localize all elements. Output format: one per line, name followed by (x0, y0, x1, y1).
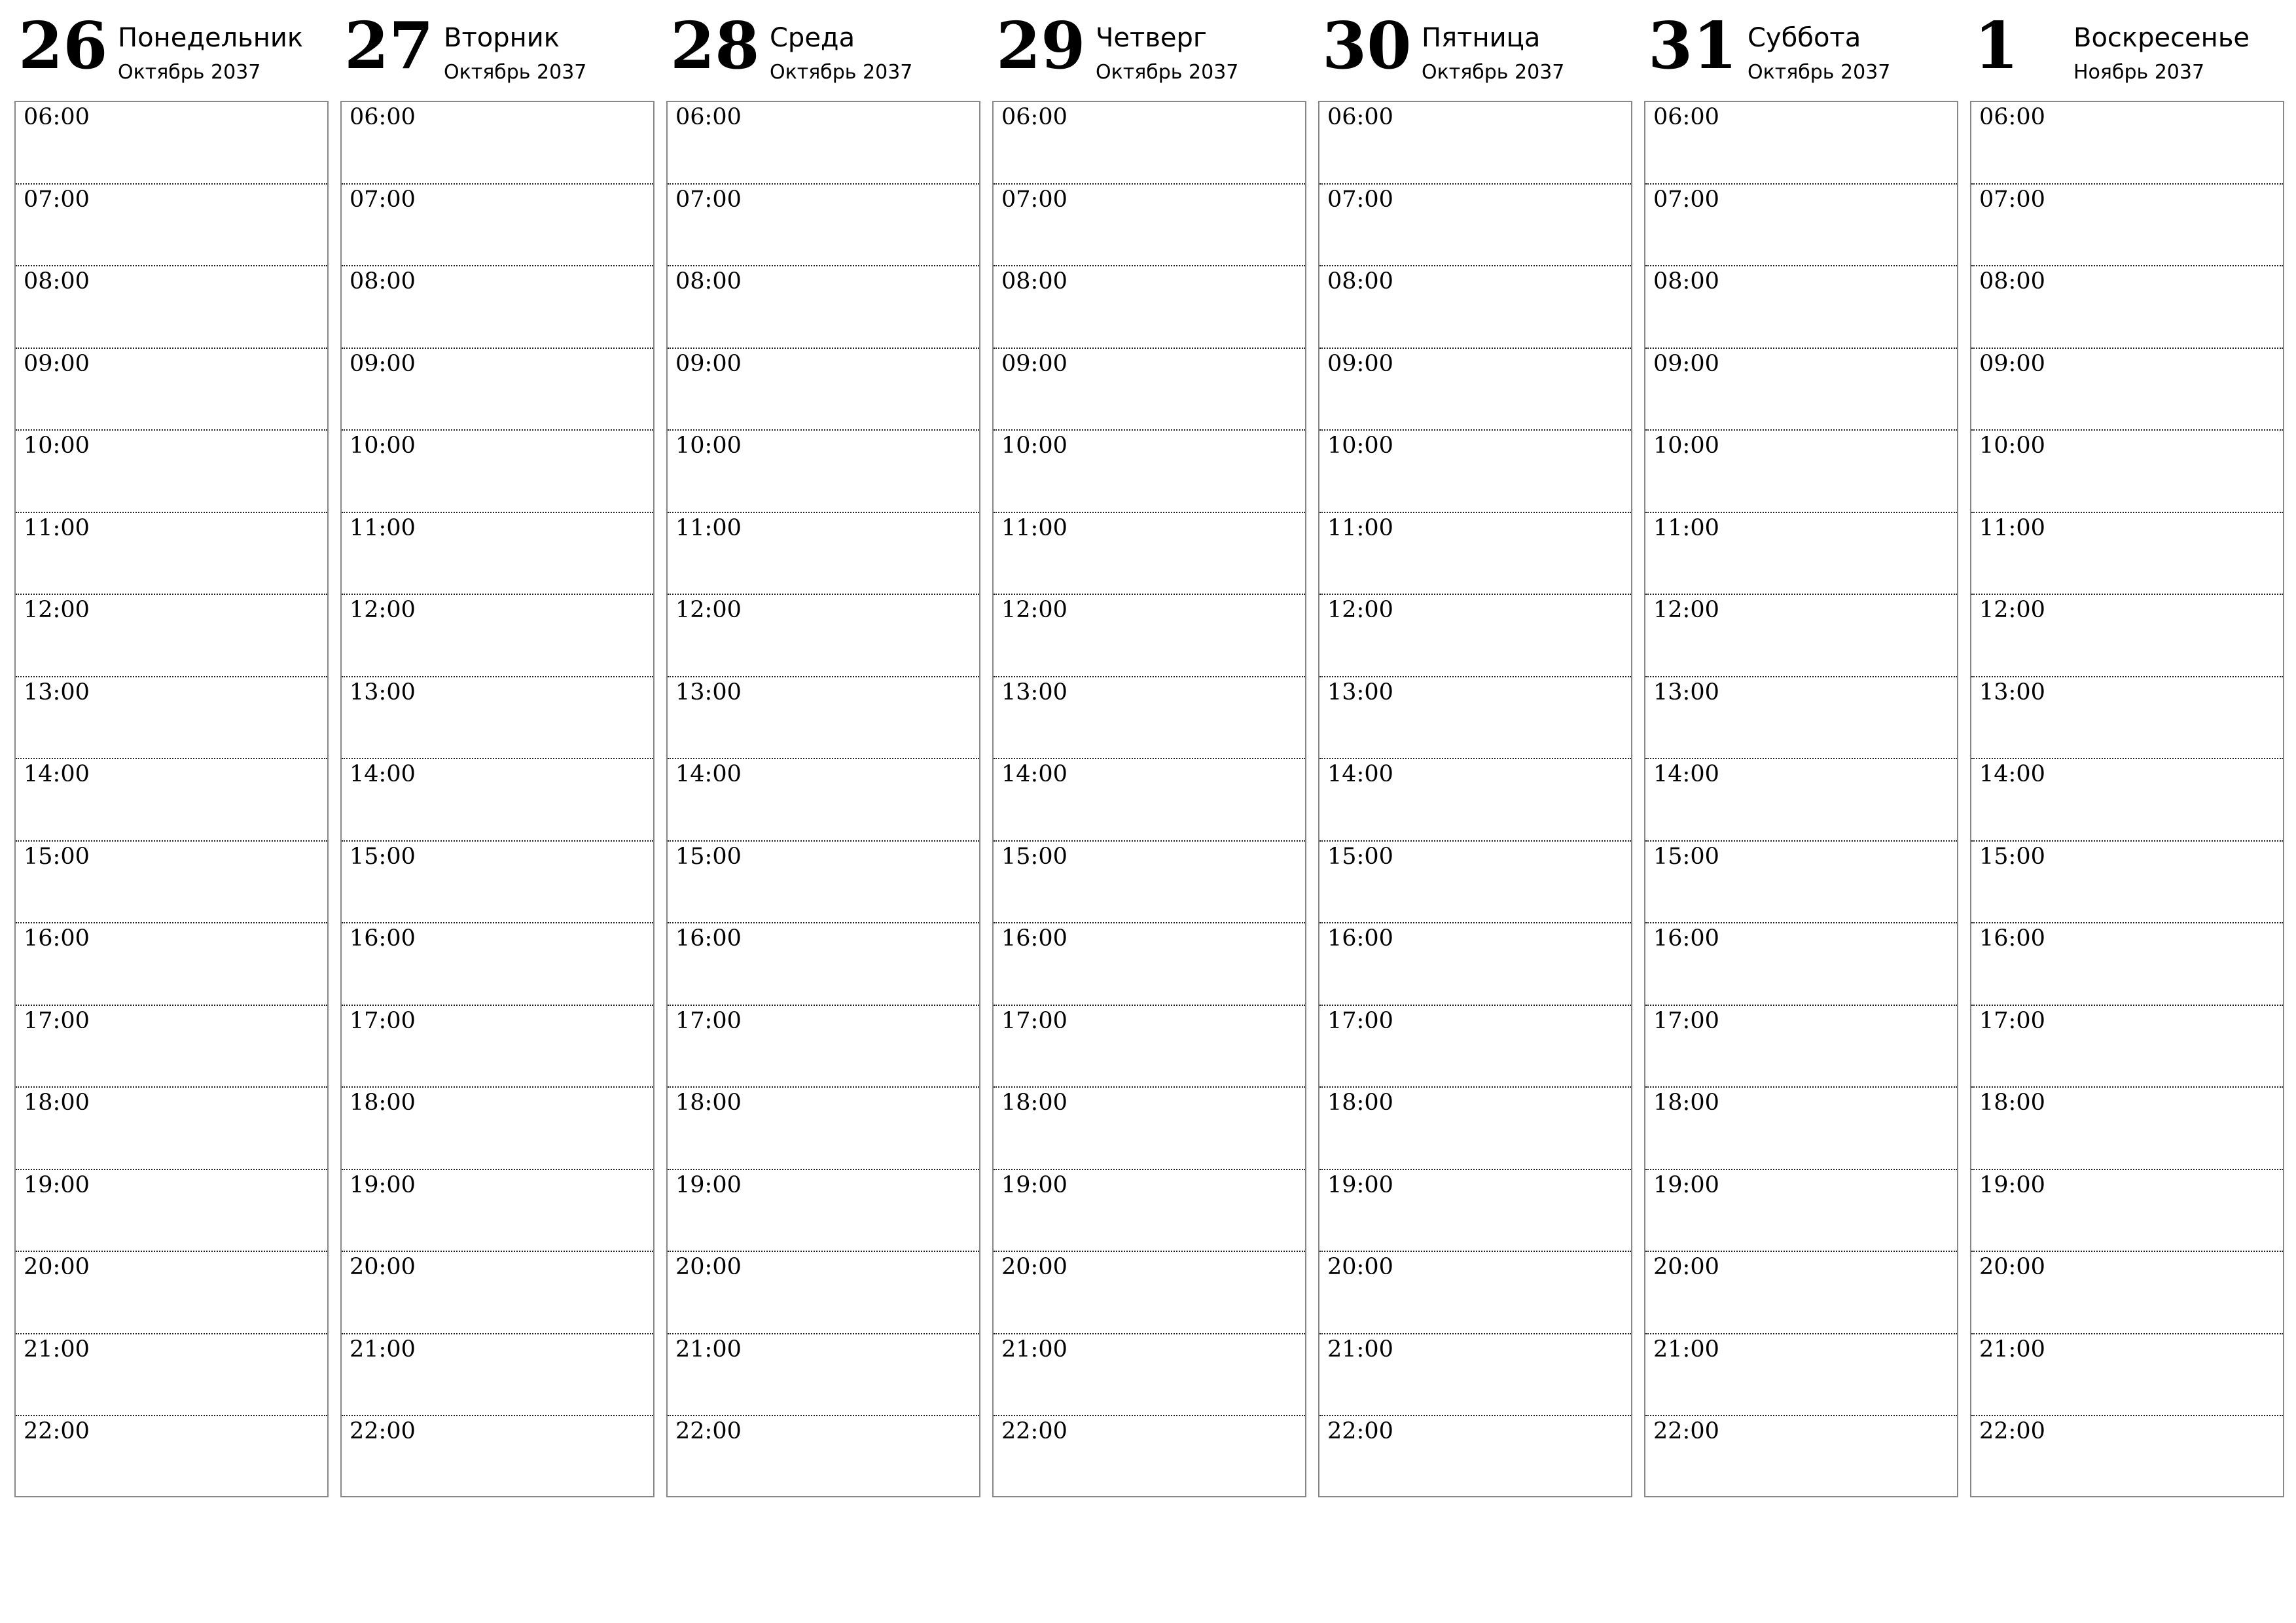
hour-label: 06:00 (350, 104, 416, 130)
month-year: Октябрь 2037 (444, 61, 587, 84)
hour-label: 15:00 (1001, 843, 1067, 870)
hour-slot[interactable] (1971, 1170, 2283, 1253)
hour-slot[interactable] (668, 349, 979, 431)
hour-label: 13:00 (1979, 679, 2045, 705)
hour-slot[interactable] (1319, 431, 1631, 513)
hour-label: 11:00 (1327, 514, 1393, 541)
day-number: 28 (670, 9, 760, 84)
hour-label: 09:00 (1979, 350, 2045, 377)
hour-label: 19:00 (1001, 1171, 1067, 1198)
hour-slot[interactable] (1645, 595, 1957, 677)
hour-label: 17:00 (1001, 1007, 1067, 1034)
hour-slot[interactable] (1319, 266, 1631, 349)
hour-slot[interactable] (342, 923, 653, 1006)
day-header (340, 0, 655, 98)
hour-slot[interactable] (1971, 842, 2283, 924)
hour-slot[interactable] (994, 1252, 1305, 1334)
hour-slot[interactable] (1319, 759, 1631, 842)
hour-slot[interactable] (16, 1416, 327, 1497)
hour-label: 09:00 (1001, 350, 1067, 377)
hour-slot[interactable] (16, 1088, 327, 1170)
hour-slot[interactable] (16, 1170, 327, 1253)
hour-slot[interactable] (994, 1416, 1305, 1497)
hour-slot[interactable] (1319, 102, 1631, 185)
hour-slot[interactable] (1645, 266, 1957, 349)
hour-slot[interactable] (1971, 513, 2283, 596)
month-year: Октябрь 2037 (1096, 61, 1239, 84)
hour-slot[interactable] (1319, 842, 1631, 924)
hour-label: 06:00 (1653, 104, 1719, 130)
hour-label: 22:00 (1653, 1418, 1719, 1444)
hour-label: 18:00 (1979, 1090, 2045, 1116)
hour-label: 14:00 (24, 761, 90, 787)
hour-label: 09:00 (1327, 350, 1393, 377)
hour-slot[interactable] (1319, 677, 1631, 760)
hour-slot[interactable] (668, 185, 979, 267)
hour-slot[interactable] (342, 595, 653, 677)
hour-slot[interactable] (342, 759, 653, 842)
hour-label: 14:00 (1653, 761, 1719, 787)
hour-label: 18:00 (24, 1090, 90, 1116)
hour-slot[interactable] (994, 102, 1305, 185)
hour-slot[interactable] (342, 513, 653, 596)
hour-label: 18:00 (1653, 1090, 1719, 1116)
hour-slot[interactable] (1971, 266, 2283, 349)
hour-label: 21:00 (1327, 1336, 1393, 1363)
hour-slot[interactable] (1319, 1170, 1631, 1253)
hour-label: 10:00 (1979, 433, 2045, 459)
hour-label: 08:00 (24, 268, 90, 294)
hour-label: 11:00 (350, 514, 416, 541)
hour-label: 17:00 (24, 1007, 90, 1034)
hour-label: 19:00 (1979, 1171, 2045, 1198)
hour-label: 10:00 (1653, 433, 1719, 459)
hour-label: 09:00 (675, 350, 742, 377)
hours-box (666, 101, 980, 1497)
hour-label: 20:00 (1001, 1254, 1067, 1280)
hour-label: 16:00 (1979, 925, 2045, 952)
hour-label: 14:00 (675, 761, 742, 787)
hour-label: 10:00 (675, 433, 742, 459)
hour-slot[interactable] (668, 1416, 979, 1497)
hour-slot[interactable] (668, 102, 979, 185)
hour-slot[interactable] (1971, 431, 2283, 513)
hour-slot[interactable] (1971, 102, 2283, 185)
hour-slot[interactable] (994, 1170, 1305, 1253)
hour-slot[interactable] (1319, 513, 1631, 596)
hour-slot[interactable] (16, 431, 327, 513)
hour-label: 12:00 (1327, 597, 1393, 623)
hour-label: 06:00 (675, 104, 742, 130)
hour-label: 13:00 (350, 679, 416, 705)
hour-slot[interactable] (1971, 185, 2283, 267)
hour-label: 12:00 (675, 597, 742, 623)
hour-label: 08:00 (350, 268, 416, 294)
hour-label: 19:00 (675, 1171, 742, 1198)
weekday-name: Воскресенье (2073, 23, 2250, 53)
day-header (666, 0, 980, 98)
hour-label: 16:00 (1001, 925, 1067, 952)
hour-slot[interactable] (16, 1252, 327, 1334)
day-header (1644, 0, 1958, 98)
hour-label: 07:00 (675, 186, 742, 213)
hour-label: 07:00 (1979, 186, 2045, 213)
hour-slot[interactable] (342, 842, 653, 924)
hour-slot[interactable] (16, 266, 327, 349)
hour-label: 18:00 (675, 1090, 742, 1116)
hour-label: 20:00 (675, 1254, 742, 1280)
hour-slot[interactable] (1971, 677, 2283, 760)
hours-box (340, 101, 655, 1497)
hour-label: 21:00 (1653, 1336, 1719, 1363)
hour-slot[interactable] (668, 266, 979, 349)
hour-slot[interactable] (1645, 677, 1957, 760)
hour-label: 22:00 (1327, 1418, 1393, 1444)
hour-label: 12:00 (1001, 597, 1067, 623)
hours-box (14, 101, 329, 1497)
hour-slot[interactable] (1645, 1088, 1957, 1170)
hour-slot[interactable] (342, 1252, 653, 1334)
weekday-name: Среда (770, 23, 855, 53)
hour-slot[interactable] (994, 431, 1305, 513)
hour-label: 09:00 (24, 350, 90, 377)
hour-slot[interactable] (1971, 1334, 2283, 1417)
hour-label: 16:00 (1653, 925, 1719, 952)
hour-slot[interactable] (994, 349, 1305, 431)
hour-label: 09:00 (1653, 350, 1719, 377)
hour-slot[interactable] (668, 1170, 979, 1253)
month-year: Октябрь 2037 (1748, 61, 1891, 84)
hour-label: 17:00 (1979, 1007, 2045, 1034)
hour-label: 15:00 (675, 843, 742, 870)
hour-label: 15:00 (1653, 843, 1719, 870)
day-number: 26 (18, 9, 108, 84)
month-year: Октябрь 2037 (1422, 61, 1565, 84)
hour-label: 06:00 (1327, 104, 1393, 130)
hour-slot[interactable] (16, 102, 327, 185)
hour-slot[interactable] (1319, 923, 1631, 1006)
hour-slot[interactable] (342, 102, 653, 185)
hour-label: 12:00 (1979, 597, 2045, 623)
day-number: 29 (996, 9, 1086, 84)
hour-label: 13:00 (1327, 679, 1393, 705)
hour-label: 09:00 (350, 350, 416, 377)
hour-slot[interactable] (668, 1252, 979, 1334)
hour-slot[interactable] (994, 185, 1305, 267)
hour-label: 15:00 (350, 843, 416, 870)
hour-slot[interactable] (342, 1416, 653, 1497)
hour-label: 10:00 (1327, 433, 1393, 459)
hour-slot[interactable] (1645, 1416, 1957, 1497)
hour-slot[interactable] (1971, 349, 2283, 431)
hour-slot[interactable] (1971, 923, 2283, 1006)
weekday-name: Понедельник (118, 23, 304, 53)
hour-slot[interactable] (994, 1006, 1305, 1088)
hour-label: 06:00 (24, 104, 90, 130)
hour-label: 17:00 (350, 1007, 416, 1034)
day-number: 27 (344, 9, 434, 84)
hour-label: 13:00 (1653, 679, 1719, 705)
hour-label: 20:00 (1327, 1254, 1393, 1280)
hour-slot[interactable] (342, 349, 653, 431)
hour-label: 06:00 (1001, 104, 1067, 130)
hour-slot[interactable] (1645, 102, 1957, 185)
hour-label: 16:00 (24, 925, 90, 952)
hour-slot[interactable] (1645, 513, 1957, 596)
weekday-name: Суббота (1748, 23, 1861, 53)
hour-label: 08:00 (1979, 268, 2045, 294)
hour-label: 21:00 (675, 1336, 742, 1363)
hour-label: 13:00 (24, 679, 90, 705)
hour-slot[interactable] (1645, 759, 1957, 842)
hour-label: 20:00 (24, 1254, 90, 1280)
hour-label: 16:00 (675, 925, 742, 952)
hour-label: 10:00 (24, 433, 90, 459)
hour-label: 22:00 (24, 1418, 90, 1444)
hour-slot[interactable] (1319, 349, 1631, 431)
day-header (1318, 0, 1632, 98)
hour-slot[interactable] (668, 1006, 979, 1088)
hour-slot[interactable] (668, 759, 979, 842)
hour-slot[interactable] (1645, 185, 1957, 267)
hour-label: 14:00 (1327, 761, 1393, 787)
month-year: Октябрь 2037 (118, 61, 261, 84)
hour-slot[interactable] (668, 595, 979, 677)
hour-slot[interactable] (16, 759, 327, 842)
hour-label: 16:00 (350, 925, 416, 952)
hour-slot[interactable] (668, 677, 979, 760)
hour-slot[interactable] (1645, 1252, 1957, 1334)
hours-box (1318, 101, 1632, 1497)
day-header (14, 0, 329, 98)
hour-label: 08:00 (675, 268, 742, 294)
hour-label: 19:00 (1327, 1171, 1393, 1198)
weekday-name: Вторник (444, 23, 560, 53)
hour-label: 21:00 (1001, 1336, 1067, 1363)
hour-slot[interactable] (668, 513, 979, 596)
hour-label: 13:00 (1001, 679, 1067, 705)
hour-label: 19:00 (350, 1171, 416, 1198)
hour-label: 08:00 (1653, 268, 1719, 294)
hour-label: 08:00 (1327, 268, 1393, 294)
hour-label: 11:00 (1979, 514, 2045, 541)
hour-label: 07:00 (350, 186, 416, 213)
hours-box (992, 101, 1306, 1497)
hour-slot[interactable] (668, 1088, 979, 1170)
hour-label: 17:00 (1653, 1007, 1719, 1034)
hour-label: 07:00 (1001, 186, 1067, 213)
hour-label: 12:00 (24, 597, 90, 623)
hour-slot[interactable] (1645, 431, 1957, 513)
hour-slot[interactable] (668, 842, 979, 924)
hour-slot[interactable] (994, 1088, 1305, 1170)
hour-slot[interactable] (1971, 1252, 2283, 1334)
hour-slot[interactable] (1319, 1006, 1631, 1088)
hour-label: 12:00 (1653, 597, 1719, 623)
hour-label: 14:00 (350, 761, 416, 787)
hour-slot[interactable] (342, 1334, 653, 1417)
hour-label: 19:00 (24, 1171, 90, 1198)
hour-slot[interactable] (16, 923, 327, 1006)
hour-label: 22:00 (1979, 1418, 2045, 1444)
hour-slot[interactable] (342, 1170, 653, 1253)
hour-label: 06:00 (1979, 104, 2045, 130)
hour-slot[interactable] (342, 1088, 653, 1170)
hour-slot[interactable] (342, 677, 653, 760)
hour-label: 22:00 (675, 1418, 742, 1444)
hour-slot[interactable] (1319, 1416, 1631, 1497)
hour-label: 08:00 (1001, 268, 1067, 294)
hour-slot[interactable] (1319, 185, 1631, 267)
hour-slot[interactable] (1319, 1252, 1631, 1334)
hour-slot[interactable] (1971, 595, 2283, 677)
day-number: 31 (1648, 9, 1738, 84)
hour-label: 15:00 (1979, 843, 2045, 870)
hour-label: 14:00 (1001, 761, 1067, 787)
hour-slot[interactable] (342, 1006, 653, 1088)
hour-label: 15:00 (1327, 843, 1393, 870)
hour-label: 20:00 (1979, 1254, 2045, 1280)
hour-label: 11:00 (24, 514, 90, 541)
hour-slot[interactable] (1319, 595, 1631, 677)
hour-label: 07:00 (1327, 186, 1393, 213)
hours-box (1644, 101, 1958, 1497)
hour-label: 22:00 (350, 1418, 416, 1444)
hour-slot[interactable] (342, 431, 653, 513)
hour-slot[interactable] (994, 923, 1305, 1006)
hour-label: 10:00 (1001, 433, 1067, 459)
hour-label: 21:00 (350, 1336, 416, 1363)
hour-label: 13:00 (675, 679, 742, 705)
hour-label: 11:00 (1001, 514, 1067, 541)
hour-slot[interactable] (16, 1006, 327, 1088)
hour-slot[interactable] (1971, 1088, 2283, 1170)
hour-slot[interactable] (668, 431, 979, 513)
hour-label: 15:00 (24, 843, 90, 870)
month-year: Октябрь 2037 (770, 61, 913, 84)
hour-slot[interactable] (16, 513, 327, 596)
day-header (1970, 0, 2284, 98)
hour-label: 18:00 (350, 1090, 416, 1116)
hour-slot[interactable] (994, 513, 1305, 596)
hour-slot[interactable] (994, 677, 1305, 760)
hour-label: 20:00 (350, 1254, 416, 1280)
weekday-name: Пятница (1422, 23, 1541, 53)
hour-label: 21:00 (24, 1336, 90, 1363)
month-year: Ноябрь 2037 (2073, 61, 2205, 84)
hour-label: 22:00 (1001, 1418, 1067, 1444)
hour-slot[interactable] (1645, 1334, 1957, 1417)
hour-slot[interactable] (342, 266, 653, 349)
hour-slot[interactable] (1971, 1416, 2283, 1497)
hour-label: 21:00 (1979, 1336, 2045, 1363)
hour-slot[interactable] (1319, 1334, 1631, 1417)
weekday-name: Четверг (1096, 23, 1207, 53)
hour-slot[interactable] (1971, 759, 2283, 842)
day-number: 1 (1974, 9, 2019, 84)
hour-label: 10:00 (350, 433, 416, 459)
hour-slot[interactable] (1645, 349, 1957, 431)
hour-label: 12:00 (350, 597, 416, 623)
day-number: 30 (1322, 9, 1412, 84)
hour-slot[interactable] (668, 1334, 979, 1417)
hour-slot[interactable] (16, 677, 327, 760)
hour-slot[interactable] (994, 266, 1305, 349)
day-header (992, 0, 1306, 98)
hour-slot[interactable] (16, 842, 327, 924)
hour-label: 07:00 (24, 186, 90, 213)
hour-slot[interactable] (342, 185, 653, 267)
hour-slot[interactable] (16, 185, 327, 267)
hour-slot[interactable] (1319, 1088, 1631, 1170)
hour-slot[interactable] (1645, 1006, 1957, 1088)
hours-box (1970, 101, 2284, 1497)
hour-label: 07:00 (1653, 186, 1719, 213)
hour-slot[interactable] (16, 595, 327, 677)
hour-slot[interactable] (16, 349, 327, 431)
hour-slot[interactable] (1645, 923, 1957, 1006)
hour-label: 20:00 (1653, 1254, 1719, 1280)
hour-label: 19:00 (1653, 1171, 1719, 1198)
hour-slot[interactable] (994, 1334, 1305, 1417)
hour-label: 17:00 (675, 1007, 742, 1034)
hour-label: 18:00 (1327, 1090, 1393, 1116)
hour-slot[interactable] (994, 842, 1305, 924)
hour-slot[interactable] (1645, 842, 1957, 924)
hour-label: 14:00 (1979, 761, 2045, 787)
hour-label: 16:00 (1327, 925, 1393, 952)
hour-label: 17:00 (1327, 1007, 1393, 1034)
hour-slot[interactable] (668, 923, 979, 1006)
hour-slot[interactable] (994, 595, 1305, 677)
hour-slot[interactable] (994, 759, 1305, 842)
hour-slot[interactable] (1971, 1006, 2283, 1088)
hour-label: 11:00 (675, 514, 742, 541)
hour-label: 18:00 (1001, 1090, 1067, 1116)
hour-slot[interactable] (1645, 1170, 1957, 1253)
hour-label: 11:00 (1653, 514, 1719, 541)
hour-slot[interactable] (16, 1334, 327, 1417)
